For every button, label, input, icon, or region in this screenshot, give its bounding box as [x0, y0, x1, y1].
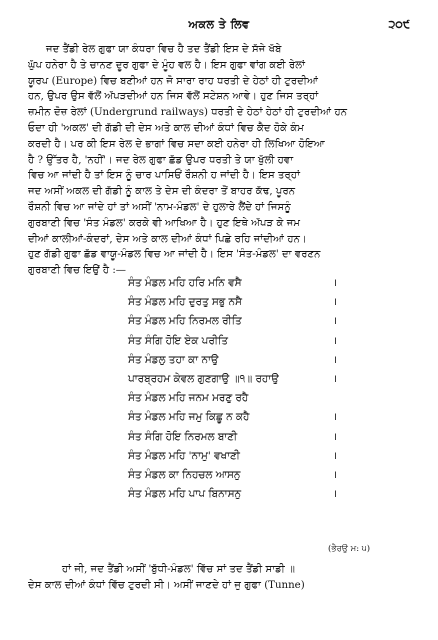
- page-number: ੨੦੯: [388, 18, 410, 31]
- verse-text: ਸੰਤ ਸੰਗਿ ਹੋਇ ਨਿਰਮਲ ਬਾਣੀ: [128, 430, 238, 443]
- verse-line: [128, 332, 418, 351]
- paragraph-line: ਕਰਦੀ ਹੈ। ਪਰ ਕੀ ਇਸ ਰੇਲ ਦੇ ਭਾਗਾਂ ਵਿਚ ਸਦਾ ਕਈ ਹਨੇਰਾ ਹੀ ਲਿਖਿਆ ਹੋਇਆ: [28, 138, 325, 150]
- verse-text: ਸੰਤ ਸੰਗਿ ਹੋਇ ਏਕ ਪਰੀਤਿ: [128, 334, 228, 347]
- paragraph-line: ਹੈ ? ਉੱਤਰ ਹੈ, 'ਨਹੀਂ'। ਜਦ ਰੇਲ ਗੁਫਾ ਛੱਡ ਉਪਰ ਧਰਤੀ ਤੇ ਯਾ ਖੁੱਲੀ ਹਵਾ: [28, 154, 294, 166]
- verse-text: ਸੰਤ ਮੰਡਲ ਮਹਿ ਹਰਿ ਮਨਿ ਵਸੈ: [128, 277, 242, 289]
- verse-end-mark: ।: [333, 488, 337, 501]
- verse-line: [128, 370, 418, 389]
- verse-text: ਸੰਤ ਮੰਡਲ ਮਹਿ ਜਮੁ ਕਿਛੂ ਨ ਕਹੈ: [128, 411, 250, 424]
- verse-text: ਸੰਤ ਮੰਡਲ ਮਹਿ 'ਨਾਮੁ' ਵਖਾਣੀ: [128, 449, 240, 462]
- verse-text: ਪਾਰਬ੍ਰਹਮ ਕੇਵਲ ਗੁਣਗਾਉ ॥੧॥ ਰਹਾਉ: [128, 373, 279, 386]
- verse-line: [128, 389, 418, 408]
- paragraph-line: ਜਦ ਅਸੀਂ ਅਕਲ ਦੀ ਗੱਡੀ ਨੂੰ ਕਾਲ ਤੇ ਦੇਸ ਦੀ ਕੰਦਰਾ ਤੋਂ ਬਾਹਰ ਕੱਢ, ਪੂਰਨ: [28, 186, 296, 198]
- verse-line: [128, 312, 418, 331]
- verse-end-mark: ।: [333, 353, 337, 366]
- verse-text: ਸੰਤ ਮੰਡਲ ਕਾ ਨਿਹਚਲ ਆਸਨੁ: [128, 469, 241, 482]
- paragraph-line: ਦੇਸ ਕਾਲ ਦੀਆਂ ਕੰਧਾਂ ਵਿੱਚ ਟੁਰਦੀ ਸੀ। ਅਸੀਂ ਜਾਣਦੇ ਹਾਂ ਜੁ ਗੁਫਾ (Tunne): [28, 580, 305, 591]
- paragraph-line: ਹਨ, ਉਪਰ ਉਸ ਵੱਲੋਂ ਅੱਪੜਦੀਆਂ ਹਨ ਜਿਸ ਵੱਲੋਂ ਸਟੇਸ਼ਨ ਆਵੇ। ਹੁਣ ਜਿਸ ਤਰ੍ਹਾਂ: [28, 91, 319, 103]
- main-paragraph: [28, 42, 412, 279]
- verse-end-mark: ।: [333, 469, 337, 482]
- verse-text: ਸੰਤ ਮੰਡਲ ਮਹਿ ਨਿਰਮਲ ਰੀਤਿ: [128, 315, 242, 328]
- verse-line: [128, 293, 418, 312]
- scripture-quote: [128, 274, 418, 504]
- verse-line: [128, 351, 418, 370]
- paragraph-line: ਗੁਰਬਾਣੀ ਵਿਚ ਇਉਂ ਹੈ :—: [28, 265, 126, 277]
- verse-end-mark: ।: [333, 296, 337, 309]
- verse-line: [128, 408, 418, 427]
- paragraph-line: ਓਦਾ ਹੀ 'ਅਕਲ' ਦੀ ਗੱਡੀ ਦੀ ਦੇਸ ਅਤੇ ਕਾਲ ਦੀਆਂ ਕੰਧਾਂ ਵਿਚ ਕੈਦ ਹੋਕੇ ਕੰਮ: [28, 122, 305, 134]
- verse-line: [128, 274, 418, 293]
- paragraph-line: ਹਾਂ ਜੀ, ਜਦ ਤੈਂਡੀ ਅਸੀਂ 'ਬੁੱਧੀ-ਮੰਡਲ' ਵਿੱਚ ਸਾਂ ਤਦ ਤੈਂਡੀ ਸਾਡੀ ॥: [62, 564, 295, 575]
- verse-end-mark: ।: [333, 334, 337, 347]
- closing-paragraph: [28, 562, 418, 594]
- verse-line: [128, 428, 418, 447]
- scripture-citation: (ਭੈਰਉ ਮ: ੫): [328, 544, 371, 554]
- paragraph-line: ਜ਼ਮੀਨ ਦੋਜ਼ ਰੇਲਾਂ (Undergrund railways) ਧਰਤੀ ਦੇ ਹੇਠਾਂ ਹੇਠਾਂ ਹੀ ਟੁਰਦੀਆਂ ਹਨ: [28, 107, 348, 119]
- verse-end-mark: ।: [333, 449, 337, 462]
- verse-text: ਸੰਤ ਮੰਡਲੁ ਤਹਾ ਕਾ ਨਾਉ: [128, 353, 219, 366]
- page-header: [0, 18, 438, 34]
- paragraph-line: ਦੀਆਂ ਕਾਲੀਆਂ-ਕੰਦਰਾਂ, ਦੇਸ ਅਤੇ ਕਾਲ ਦੀਆਂ ਕੰਧਾਂ ਪਿਛੇ ਰਹਿ ਜਾਂਦੀਆਂ ਹਨ।: [28, 233, 307, 245]
- verse-end-mark: ।: [333, 411, 337, 424]
- verse-end-mark: ।: [333, 277, 337, 289]
- verse-end-mark: ।: [333, 315, 337, 328]
- paragraph-line: ਵਿਚ ਆ ਜਾਂਦੀ ਹੈ ਤਾਂ ਇਸ ਨੂੰ ਚਾਰ ਪਾਸਿਓਂ ਰੌਸ਼ਨੀ ਹ ਜਾਂਦੀ ਹੈ। ਇਸ ਤਰ੍ਹਾਂ: [28, 170, 301, 182]
- verse-text: ਸੰਤ ਮੰਡਲ ਮਹਿ ਪਾਪ ਬਿਨਾਸਨੁ: [128, 488, 242, 501]
- running-title: ਅਕਲ ਤੇ ਲਿਵ: [188, 18, 250, 31]
- paragraph-line: ਹੁਣ ਗੱਡੀ ਗੁਫਾ ਛੱਡ ਵਾਯੂ-ਮੰਡਲ ਵਿਚ ਆ ਜਾਂਦੀ ਹੈ। ਇਸ 'ਸੰਤ-ਮੰਡਲ' ਦਾ ਵਰਣਨ: [28, 249, 321, 261]
- verse-end-mark: ।: [333, 373, 337, 386]
- paragraph-line: ਘੁੱਪ ਹਨੇਰਾ ਹੈ ਤੇ ਚਾਨਣ ਦੂਰ ਗੁਫਾ ਦੇ ਮੂੰਹ ਵਲ ਹੈ। ਇਸ ਗੁਫਾ ਵਾਂਗ ਕਈ ਰੇਲਾਂ: [28, 59, 306, 71]
- verse-text: ਸੰਤ ਮੰਡਲ ਮਹਿ ਦੁਰਤੁ ਸਭੁ ਨਸੈ: [128, 296, 242, 309]
- verse-line: [128, 466, 418, 485]
- paragraph-line: ਜਦ ਤੈਂਡੀ ਰੇਲ ਗੁਫਾ ਯਾ ਕੰਧਰਾ ਵਿਚ ਹੈ ਤਦ ਤੈਂਡੀ ਇਸ ਦੇ ਸੱਜੇ ਖੱਬੇ: [46, 44, 282, 55]
- paragraph-line: ਗੁਰਬਾਣੀ ਵਿਚ 'ਸੰਤ ਮੰਡਲ' ਕਰਕੇ ਵੀ ਆਖਿਆ ਹੈ। ਹੁਣ ਇਥੇ ਅੱਪੜ ਕੇ ਜਮ: [28, 217, 301, 229]
- verse-line: [128, 485, 418, 504]
- verse-end-mark: ।: [333, 430, 337, 443]
- verse-line: [128, 447, 418, 466]
- verse-text: ਸੰਤ ਮੰਡਲ ਮਹਿ ਜਨਮ ਮਰਣੁ ਰਹੈ: [128, 392, 249, 405]
- paragraph-line: ਰੌਸ਼ਨੀ ਵਿਚ ਆ ਜਾਂਦੇ ਹਾਂ ਤਾਂ ਅਸੀਂ 'ਨਾਮ-ਮੰਡਲ' ਦੇ ਹੁਲਾਰੇ ਲੈਂਦੇ ਹਾਂ ਜਿਸਨੂੰ: [28, 201, 291, 213]
- paragraph-line: ਯੂਰਪ (Europe) ਵਿਚ ਬਣੀਆਂ ਹਨ ਜੋ ਸਾਰਾ ਰਾਹ ਧਰਤੀ ਦੇ ਹੇਠਾਂ ਹੀ ਟੁਰਦੀਆਂ: [28, 75, 319, 87]
